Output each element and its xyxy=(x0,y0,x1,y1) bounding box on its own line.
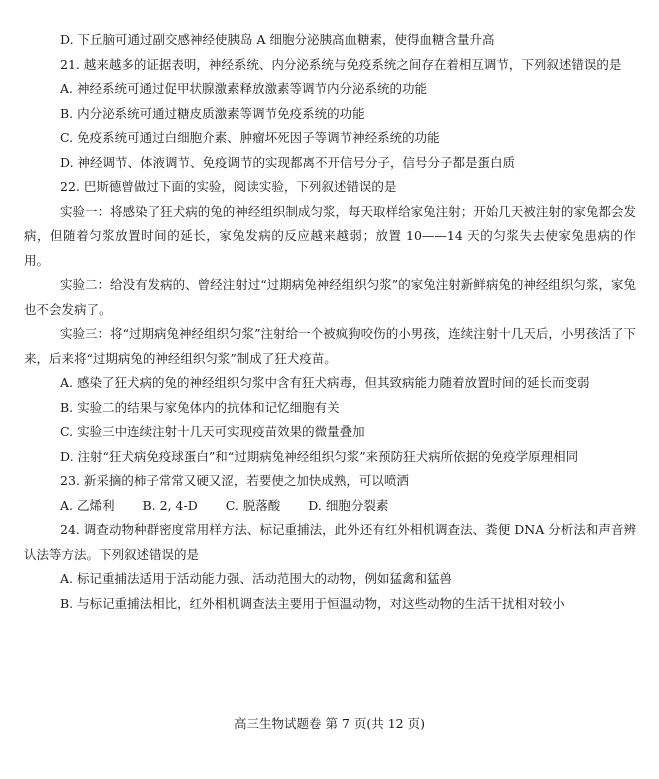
q22-experiment-1: 实验一：将感染了狂犬病的兔的神经组织制成匀浆，每天取样给家兔注射；开始几天被注射的家兔都会发病，但随着匀浆放置时间的延长，家兔发病的反应越来越弱；放置 10——14 天的匀浆失去使家兔患病的作用。 xyxy=(24,203,636,268)
q20-option-d: D. 下丘脑可通过副交感神经使胰岛 A 细胞分泌胰高血糖素，使得血糖含量升高 xyxy=(60,32,495,47)
q23-options xyxy=(24,494,636,519)
q22-option-c: C. 实验三中连续注射十几天可实现疫苗效果的微量叠加 xyxy=(60,424,365,439)
page-footer: 高三生物试题卷 第 7 页(共 12 页) xyxy=(234,716,425,731)
q23-stem: 23. 新采摘的柿子常常又硬又涩，若要使之加快成熟，可以喷洒 xyxy=(60,473,409,488)
q22-experiment-3: 实验三：将“过期病兔神经组织匀浆”注射给一个被疯狗咬伤的小男孩，连续注射十几天后，小男孩活了下来，后来将“过期病兔的神经组织匀浆”制成了狂犬疫苗。 xyxy=(24,326,636,366)
q23-option-d: D. 细胞分裂素 xyxy=(308,497,389,513)
q22-option-a: A. 感染了狂犬病的兔的神经组织匀浆中含有狂犬病毒，但其致病能力随着放置时间的延长而变弱 xyxy=(60,375,590,390)
q22-stem: 22. 巴斯德曾做过下面的实验，阅读实验，下列叙述错误的是 xyxy=(60,179,397,194)
q21-option-d: D. 神经调节、体液调节、免疫调节的实现都离不开信号分子，信号分子都是蛋白质 xyxy=(60,154,516,170)
q22-experiment-2: 实验二：给没有发病的、曾经注射过“过期病兔神经组织匀浆”的家兔注射新鲜病兔的神经组织匀浆，家兔也不会发病了。 xyxy=(24,277,636,317)
q23-option-a: A. 乙烯利 xyxy=(60,497,115,513)
page-content xyxy=(24,28,636,616)
q24-stem: 24. 调查动物种群密度常用样方法、标记重捕法，此外还有红外相机调查法、粪便 DNA 分析法和声音辨认法等方法。下列叙述错误的是 xyxy=(24,522,636,562)
q23-option-b: B. 2, 4-D xyxy=(142,497,198,513)
q22-option-b: B. 实验二的结果与家兔体内的抗体和记忆细胞有关 xyxy=(60,399,340,415)
q21-stem: 21. 越来越多的证据表明，神经系统、内分泌系统与免疫系统之间存在着相互调节，下列叙述错误的是 xyxy=(60,56,622,72)
q21-option-a: A. 神经系统可通过促甲状腺激素释放激素等调节内分泌系统的功能 xyxy=(60,81,427,96)
q23-option-c: C. 脱落酸 xyxy=(225,497,281,513)
q21-option-c: C. 免疫系统可通过白细胞介素、肿瘤坏死因子等调节神经系统的功能 xyxy=(60,130,440,145)
q21-option-b: B. 内分泌系统可通过糖皮质激素等调节免疫系统的功能 xyxy=(60,105,365,121)
q22-option-d: D. 注射“狂犬病免疫球蛋白”和“过期病兔神经组织匀浆”来预防狂犬病所依据的免疫学原理相同 xyxy=(60,448,579,464)
q24-option-a: A. 标记重捕法适用于活动能力强、活动范围大的动物，例如猛禽和猛兽 xyxy=(60,571,452,586)
q24-option-b: B. 与标记重捕法相比，红外相机调查法主要用于恒温动物，对这些动物的生活干扰相对较小 xyxy=(60,595,565,611)
